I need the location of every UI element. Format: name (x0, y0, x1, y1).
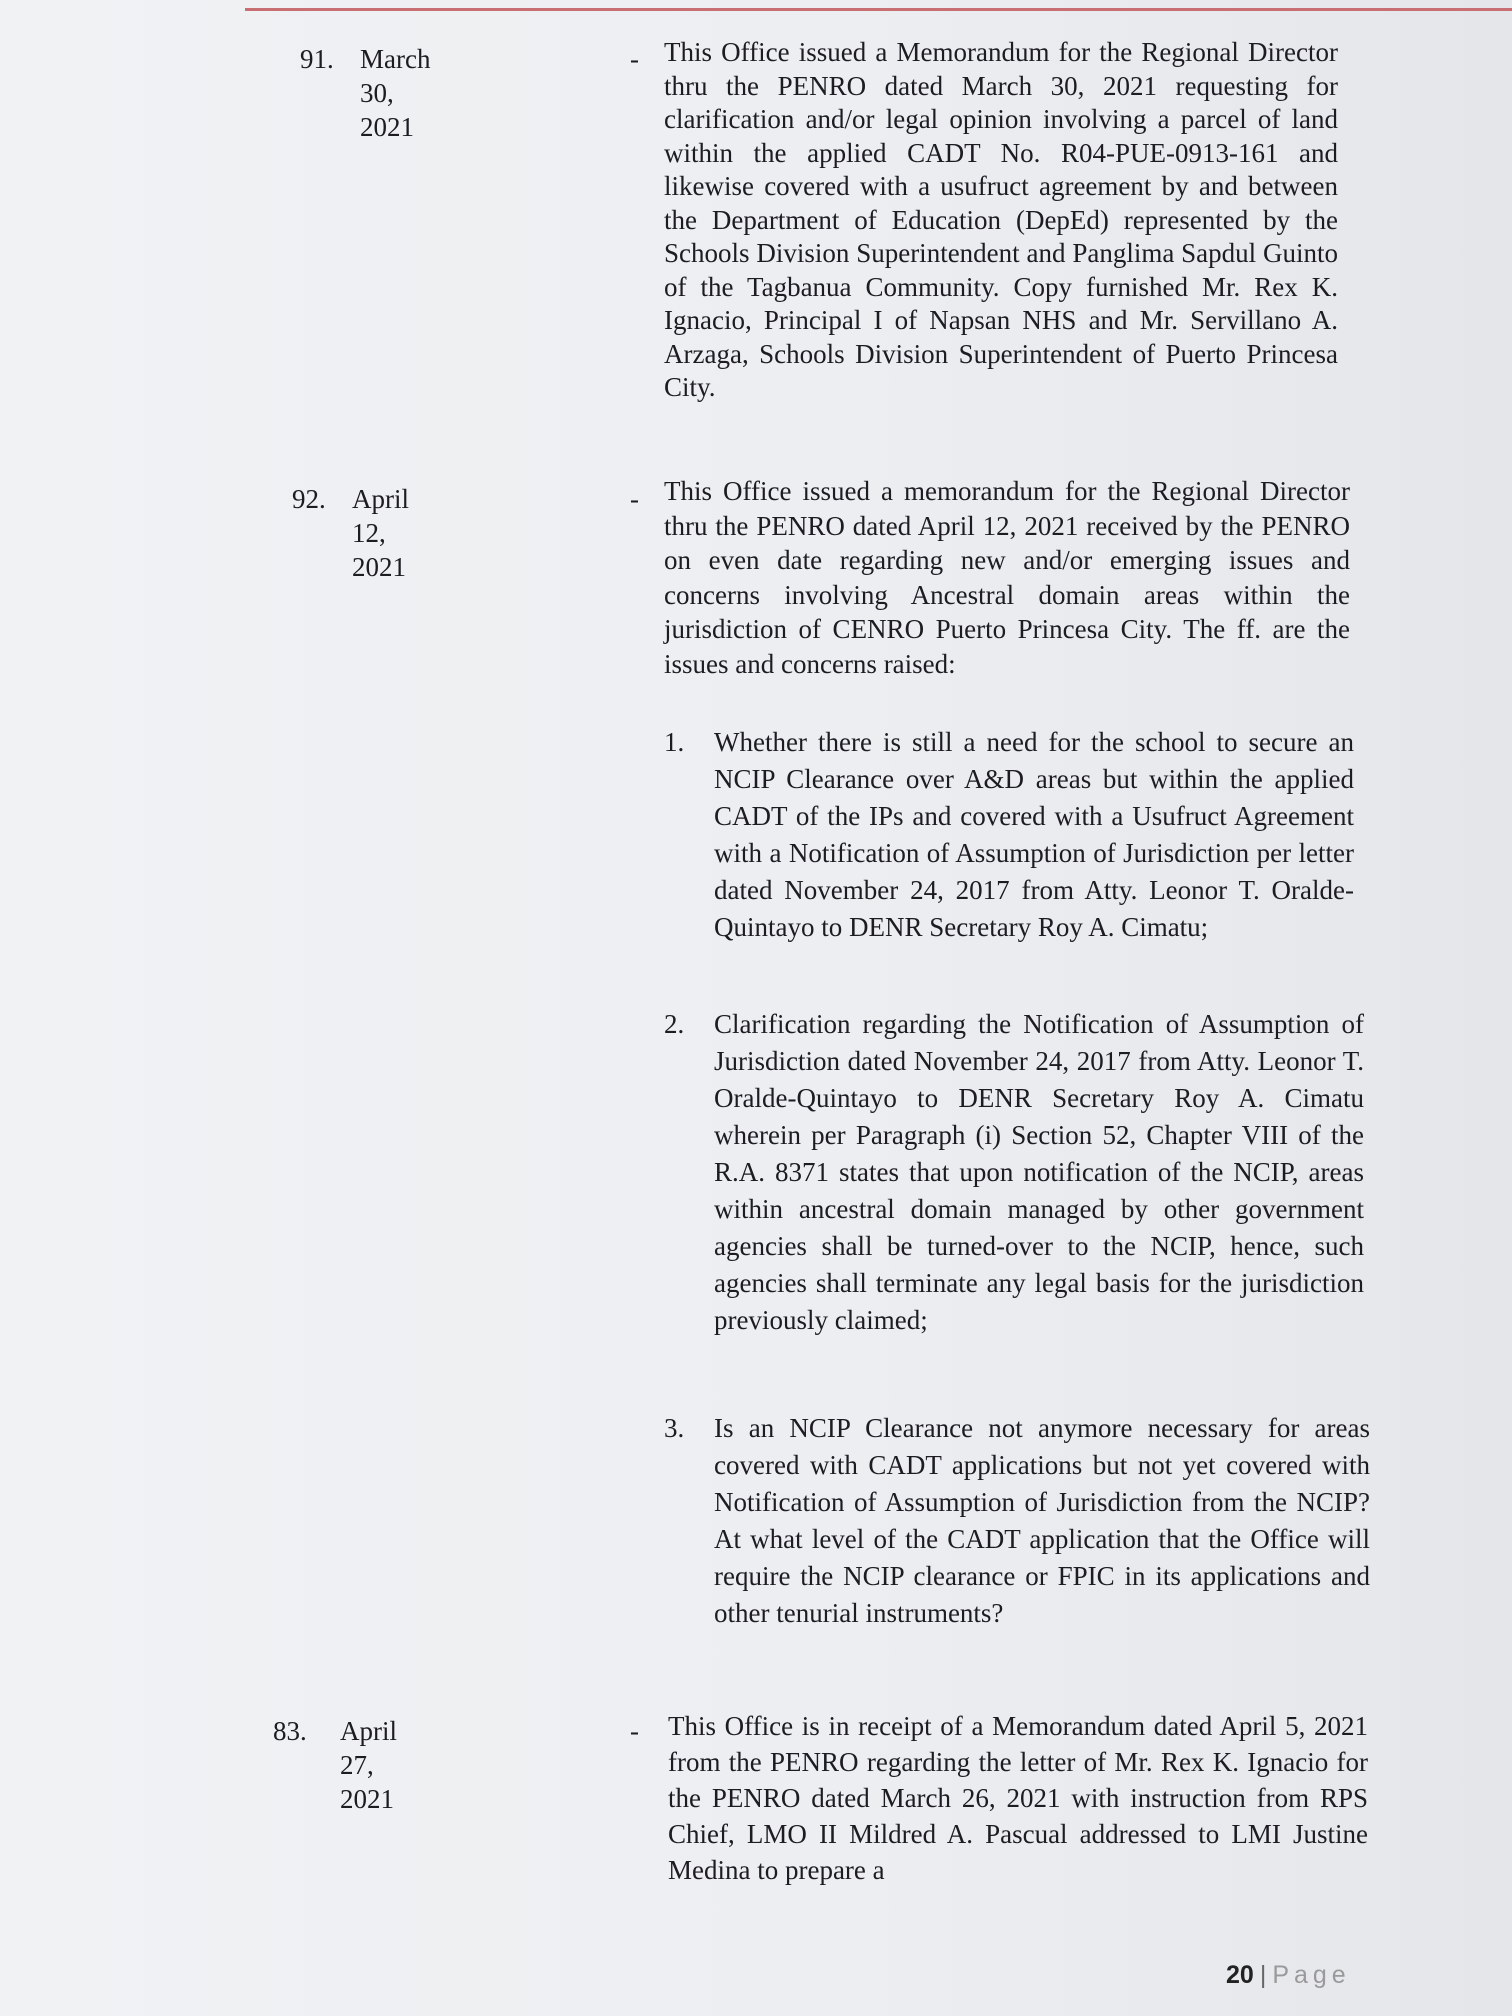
top-divider-line (245, 8, 1512, 11)
page-footer (1226, 1958, 1351, 1992)
entry-number: 91. (300, 44, 334, 74)
entry-body: This Office issued a Memorandum for the Regional Director thru the PENRO dated March 30, 2021 requesting for clarification and/or legal opinion involving a parcel of land within the applied CADT No. R04-PUE-0913-161 and likewise covered with a usufruct agreement by and between the Department of Education (DepEd) represented by the Schools Division Superintendent and Panglima Sapdul Guinto of the Tagbanua Community. Copy furnished Mr. Rex K. Ignacio, Principal I of Napsan NHS and Mr. Servillano A. Arzaga, Schools Division Superintendent of Puerto Princesa City. (664, 37, 1338, 402)
list-item-number: 3. (664, 1413, 685, 1443)
page-number: 20 (1226, 1961, 1254, 1989)
entry-dash: - (630, 484, 639, 514)
entry-date: April 27, 2021 (340, 1716, 397, 1814)
page-label: Page (1272, 1961, 1351, 1989)
entry-body: This Office issued a memorandum for the Regional Director thru the PENRO dated April 12, 2021 received by the PENRO on even date regarding new and/or emerging issues and concerns involving Ancestral domain areas within the jurisdiction of CENRO Puerto Princesa City. The ff. are the issues and concerns raised: (664, 476, 1350, 679)
entry-number: 83. (273, 1716, 307, 1746)
entry-date: April 12, 2021 (352, 484, 409, 582)
entry-dash: - (630, 1716, 639, 1746)
list-item-number: 2. (664, 1009, 685, 1039)
list-item-text: Clarification regarding the Notification of Assumption of Jurisdiction dated November 24, 2017 from Atty. Leonor T. Oralde-Quintayo to DENR Secretary Roy A. Cimatu wherein per Paragraph (i) Section 52, Chapter VIII of the R.A. 8371 states that upon notification of the NCIP, areas within ancestral domain managed by other government agencies shall be turned-over to the NCIP, hence, such agencies shall terminate any legal basis for the jurisdiction previously claimed; (714, 1009, 1364, 1335)
list-item-text: Is an NCIP Clearance not anymore necessary for areas covered with CADT applications but not yet covered with Notification of Assumption of Jurisdiction from the NCIP? At what level of the CADT application that the Office will require the NCIP clearance or FPIC in its applications and other tenurial instruments? (714, 1413, 1370, 1628)
list-item-number: 1. (664, 727, 685, 757)
entry-date: March 30, 2021 (360, 44, 431, 142)
entry-number: 92. (292, 484, 326, 514)
entry-body: This Office is in receipt of a Memorandum dated April 5, 2021 from the PENRO regarding the letter of Mr. Rex K. Ignacio for the PENRO dated March 26, 2021 with instruction from RPS Chief, LMO II Mildred A. Pascual addressed to LMI Justine Medina to prepare a (668, 1711, 1368, 1885)
page-separator: | (1259, 1961, 1267, 1989)
list-item-text: Whether there is still a need for the school to secure an NCIP Clearance over A&D areas but within the applied CADT of the IPs and covered with a Usufruct Agreement with a Notification of Assumption of Jurisdiction per letter dated November 24, 2017 from Atty. Leonor T. Oralde-Quintayo to DENR Secretary Roy A. Cimatu; (714, 727, 1354, 942)
entry-dash: - (630, 44, 639, 74)
